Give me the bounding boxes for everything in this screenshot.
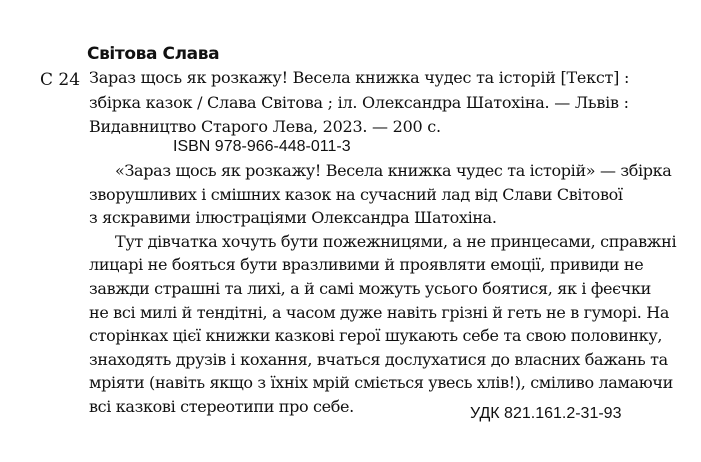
bibliographic-line: Видавництво Старого Лева, 2023. — 200 с. <box>89 117 441 136</box>
author-heading: Світова Слава <box>87 44 220 64</box>
udk-code: УДК 821.161.2-31-93 <box>470 405 622 422</box>
bibliographic-description <box>89 66 649 140</box>
isbn: ISBN 978-966-448-011-3 <box>173 138 351 155</box>
annotation-line: не всі милі й тендітні, а часом дуже навіть грізні й геть не в гуморі. На <box>89 302 670 322</box>
bibliographic-line: збірка казок / Слава Світова ; іл. Олександра Шатохіна. — Львів : <box>89 92 629 112</box>
annotation-line: з яскравими ілюстраціями Олександра Шатохіна. <box>89 208 497 228</box>
annotation-line: «Зараз щось як розкажу! Весела книжка чудес та історій» — збірка <box>115 161 672 180</box>
annotation-line: Тут дівчатка хочуть бути пожежницями, а не принцесами, справжні <box>115 231 677 251</box>
call-number: С 24 <box>40 70 81 90</box>
annotation-line: лицарі не бояться бути вразливими й проявляти емоції, привиди не <box>89 255 644 275</box>
annotation-line: сторінках цієї книжки казкові герої шукають себе та свою половинку, <box>89 326 663 346</box>
annotation-line: знаходять друзів і кохання, вчаться дослухатися до власних бажань та <box>89 349 668 369</box>
annotation-line: завжди страшні та лихі, а й самі можуть усього боятися, як і феєчки <box>89 278 651 298</box>
annotation-line: зворушливих і смішних казок на сучасний лад від Слави Світової <box>89 184 623 204</box>
annotation <box>89 159 677 419</box>
bibliographic-line: Зараз щось як розкажу! Весела книжка чудес та історій [Текст] : <box>89 68 630 87</box>
annotation-line: мріяти (навіть якщо з їхніх мрій сміється увесь хлів!), сміливо ламаючи <box>89 373 673 393</box>
annotation-line: всі казкові стереотипи про себе. <box>89 396 354 416</box>
